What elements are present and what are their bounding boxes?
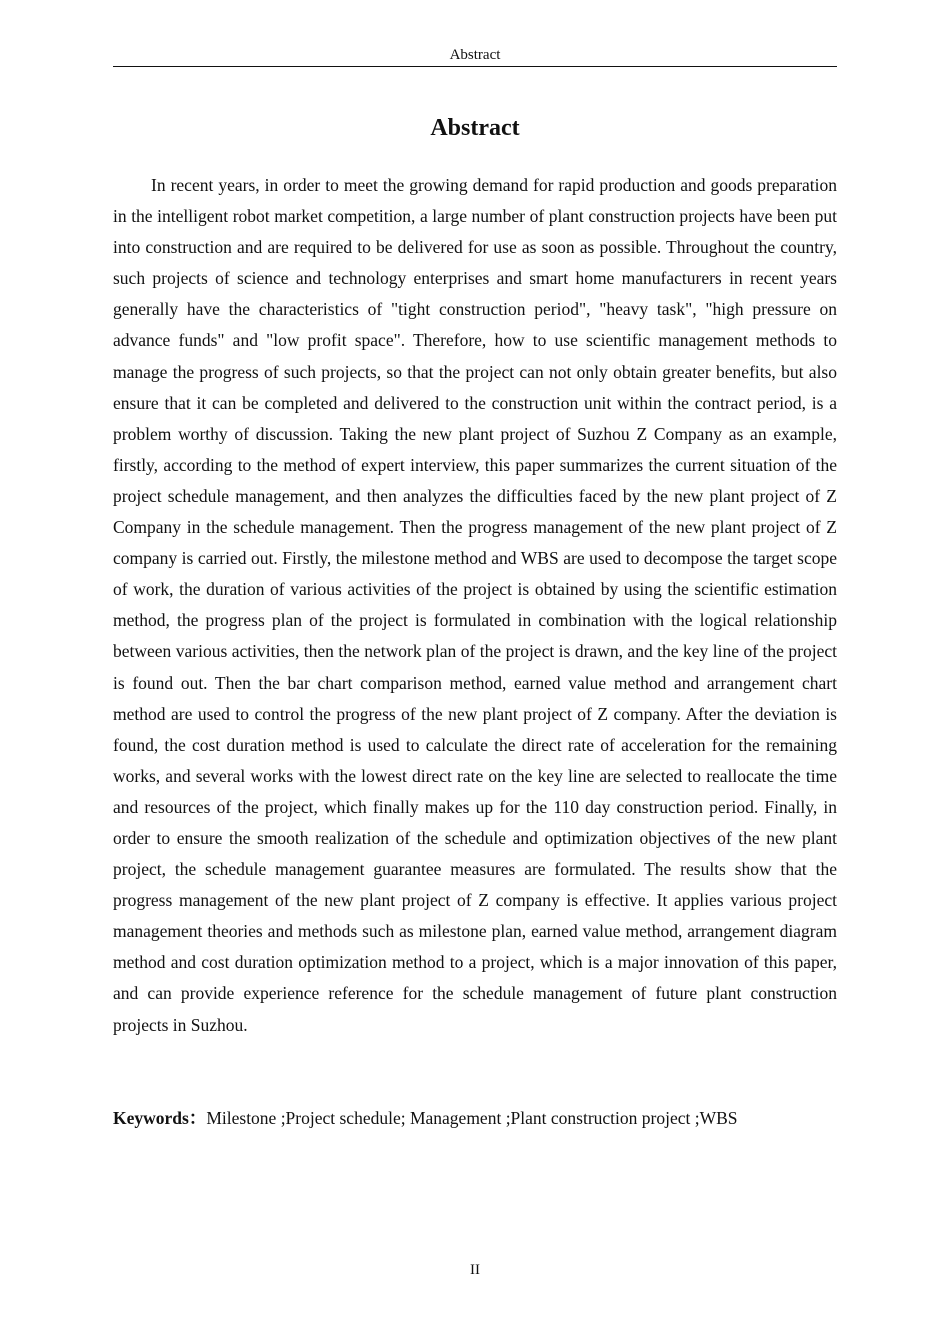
running-header: Abstract: [449, 47, 501, 63]
header-rule: [113, 66, 837, 67]
page-number: II: [470, 1262, 480, 1278]
keywords-value: Milestone ;Project schedule; Management ;Plant construction project ;WBS: [206, 1108, 738, 1128]
keywords-line: [113, 1103, 837, 1134]
abstract-body: In recent years, in order to meet the growing demand for rapid production and goods preparation in the intelligent robot market competition, a large number of plant construction projects have been put into construction and are required to be delivered for use as soon as possible. Throughout the country, such projects of science and technology enterprises and smart home manufacturers in recent years generally have the characteristics of "tight construction period", "heavy task", "high pressure on advance funds" and "low profit space". Therefore, how to use scientific management methods to manage the progress of such projects, so that the project can not only obtain greater benefits, but also ensure that it can be completed and delivered to the construction unit within the contract period, is a problem worthy of discussion. Taking the new plant project of Suzhou Z Company as an example, firstly, according to the method of expert interview, this paper summarizes the current situation of the project schedule management, and then analyzes the difficulties faced by the new plant project of Z Company in the schedule management. Then the progress management of the new plant project of Z company is carried out. Firstly, the milestone method and WBS are used to decompose the target scope of work, the duration of various activities of the project is obtained by using the scientific estimation method, the progress plan of the project is formulated in combination with the logical relationship between various activities, then the network plan of the project is drawn, and the key line of the project is found out. Then the bar chart comparison method, earned value method and arrangement chart method are used to control the progress of the new plant project of Z company. After the deviation is found, the cost duration method is used to calculate the direct rate of acceleration for the remaining works, and several works with the lowest direct rate on the key line are selected to reallocate the time and resources of the project, which finally makes up for the 110 day construction period. Finally, in order to ensure the smooth realization of the schedule and optimization objectives of the new plant project, the schedule management guarantee measures are formulated. The results show that the progress management of the new plant project of Z company is effective. It applies various project management theories and methods such as milestone plan, earned value method, arrangement diagram method and cost duration optimization method to a project, which is a major innovation of this paper, and can provide experience reference for the schedule management of future plant construction projects in Suzhou.: [113, 175, 837, 1035]
keywords-label: Keywords：: [113, 1108, 207, 1128]
abstract-title: Abstract: [430, 115, 520, 141]
